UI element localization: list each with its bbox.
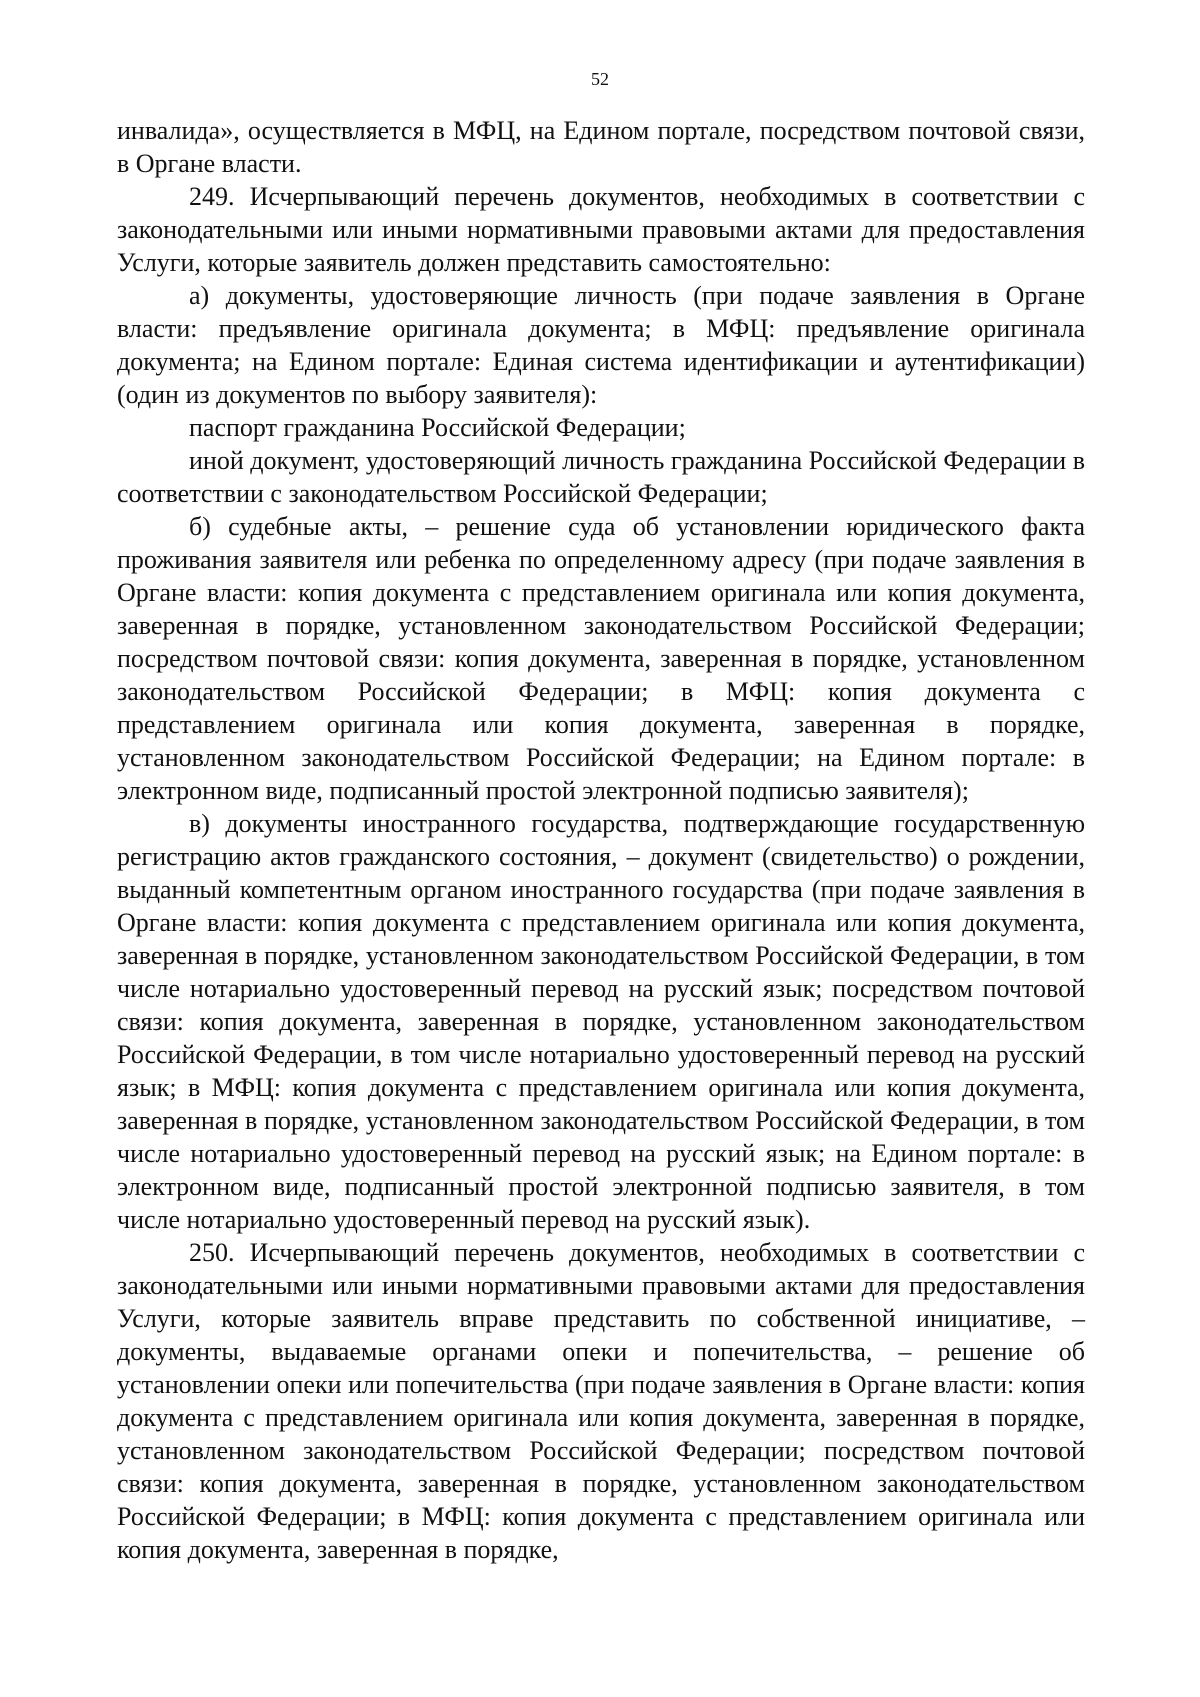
paragraph-other-identity-document: иной документ, удостоверяющий личность гражданина Российской Федерации в соответствии с законодательством Российской Федерации; (117, 446, 1085, 508)
paragraph-foreign-documents: в) документы иностранного государства, подтверждающие государственную регистрацию актов гражданского состояния, – документ (свидетельство) о рождении, выданный компетентным органом иностранного государства (при подаче заявления в Органе власти: копия документа с представлением оригинала или копия документа, заверенная в порядке, установленном законодательством Российской Федерации, в том числе нотариально удостоверенный перевод на русский язык; посредством почтовой связи: копия документа, заверенная в порядке, установленном законодательством Российской Федерации, в том числе нотариально удостоверенный перевод на русский язык; в МФЦ: копия документа с представлением оригинала или копия документа, заверенная в порядке, установленном законодательством Российской Федерации, в том числе нотариально удостоверенный перевод на русский язык; на Едином портале: в электронном виде, подписанный простой электронной подписью заявителя, в том числе нотариально удостоверенный перевод на русский язык). (117, 809, 1085, 1234)
paragraph-court-acts: б) судебные акты, – решение суда об установлении юридического факта проживания заявителя или ребенка по определенному адресу (при подаче заявления в Органе власти: копия документа с представлением оригинала или копия документа, заверенная в порядке, установленном законодательством Российской Федерации; посредством почтовой связи: копия документа, заверенная в порядке, установленном законодательством Российской Федерации; в МФЦ: копия документа с представлением оригинала или копия документа, заверенная в порядке, установленном законодательством Российской Федерации; на Едином портале: в электронном виде, подписанный простой электронной подписью заявителя); (117, 512, 1085, 805)
document-body (117, 114, 1085, 1566)
paragraph-249: 249. Исчерпывающий перечень документов, необходимых в соответствии с законодательными или иными нормативными правовыми актами для предоставления Услуги, которые заявитель должен представить самостоятельно: (117, 182, 1085, 277)
page-number: 52 (591, 69, 609, 89)
paragraph-continuation: инвалида», осуществляется в МФЦ, на Едином портале, посредством почтовой связи, в Органе власти. (117, 116, 1085, 178)
paragraph-passport: паспорт гражданина Российской Федерации; (189, 413, 686, 442)
paragraph-250: 250. Исчерпывающий перечень документов, необходимых в соответствии с законодательными или иными нормативными правовыми актами для предоставления Услуги, которые заявитель вправе представить по собственной инициативе, – документы, выдаваемые органами опеки и попечительства, – решение об установлении опеки или попечительства (при подаче заявления в Органе власти: копия документа с представлением оригинала или копия документа, заверенная в порядке, установленном законодательством Российской Федерации; посредством почтовой связи: копия документа, заверенная в порядке, установленном законодательством Российской Федерации; в МФЦ: копия документа с представлением оригинала или копия документа, заверенная в порядке, (117, 1238, 1085, 1564)
paragraph-identity-documents: а) документы, удостоверяющие личность (при подаче заявления в Органе власти: предъявление оригинала документа; в МФЦ: предъявление оригинала документа; на Едином портале: Единая система идентификации и аутентификации) (один из документов по выбору заявителя): (117, 281, 1085, 409)
